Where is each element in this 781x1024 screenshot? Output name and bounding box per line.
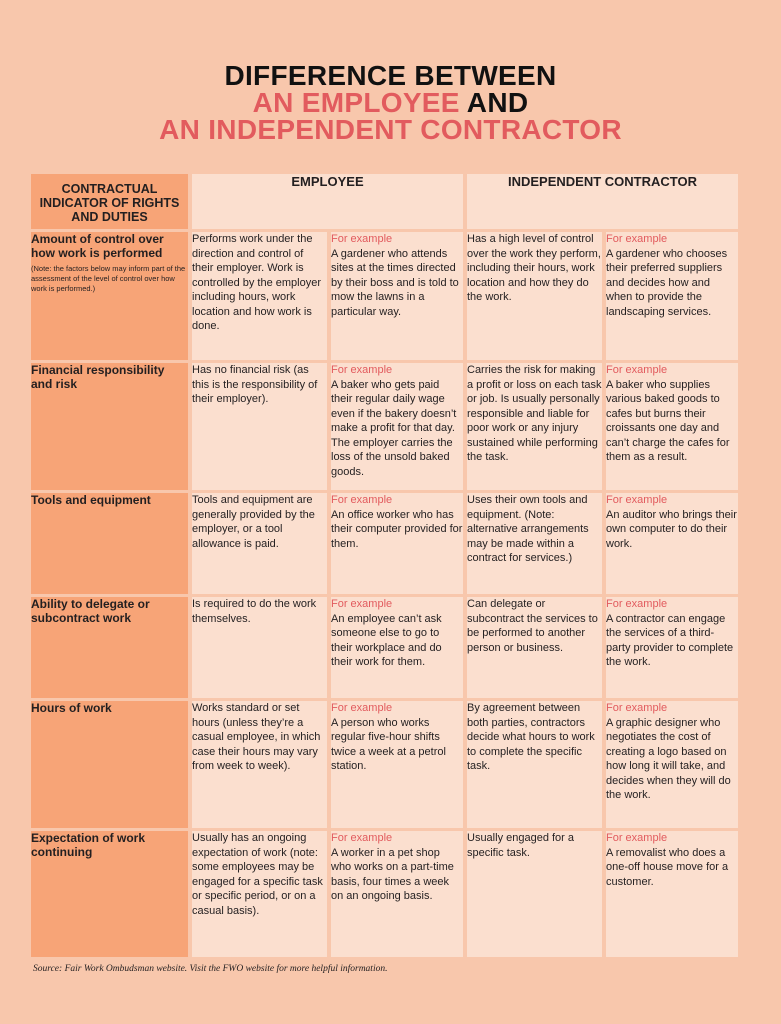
- example-text: A removalist who does a one-off house move for a customer.: [606, 846, 729, 888]
- header-contractor: INDEPENDENT CONTRACTOR: [467, 174, 738, 229]
- employee-cell: Has no financial risk (as this is the responsibility of their employer).: [192, 363, 327, 490]
- contractor-cell: Uses their own tools and equipment. (Note: alternative arrangements may be made within a contract for services.): [467, 493, 602, 594]
- indicator-name: Hours of work: [31, 701, 112, 715]
- example-text: An employee can’t ask someone else to go to their workplace and do their work for them.: [331, 612, 442, 668]
- example-label: For example: [331, 494, 393, 506]
- table-row: [31, 363, 738, 490]
- example-text: A baker who gets paid their regular daily wage even if the bakery doesn’t make a profit for that day. The employer carries the loss of the unsold baked goods.: [331, 378, 457, 478]
- contractor-cell: Can delegate or subcontract the services to be performed to another person or business.: [467, 597, 602, 698]
- contractor-example-cell: [606, 597, 738, 698]
- title-employee: AN EMPLOYEE: [252, 87, 460, 118]
- example-label: For example: [606, 364, 668, 376]
- header-employee: EMPLOYEE: [192, 174, 463, 229]
- title-line-1: DIFFERENCE BETWEEN: [224, 60, 557, 91]
- employee-cell: Works standard or set hours (unless they’re a casual employee, in which case their hours may vary from week to week).: [192, 701, 327, 828]
- contractor-example-cell: [606, 831, 738, 957]
- indicator-cell: [31, 493, 188, 594]
- example-text: A person who works regular five-hour shifts twice a week at a petrol station.: [331, 716, 446, 772]
- employee-example-cell: [331, 701, 463, 828]
- example-label: For example: [606, 832, 668, 844]
- example-text: An auditor who brings their own computer to do their work.: [606, 508, 737, 550]
- example-text: A worker in a pet shop who works on a part-time basis, four times a week on an ongoing basis.: [331, 846, 454, 902]
- example-label: For example: [331, 702, 393, 714]
- contractor-cell: Usually engaged for a specific task.: [467, 831, 602, 957]
- employee-example-cell: [331, 493, 463, 594]
- example-text: A graphic designer who negotiates the cost of creating a logo based on how long it will take, and decides when they will do the work.: [606, 716, 731, 801]
- employee-example-cell: [331, 597, 463, 698]
- example-label: For example: [331, 598, 393, 610]
- contractor-cell: Has a high level of control over the work they perform, including their hours, work location and how they do the work.: [467, 232, 602, 360]
- employee-example-cell: [331, 232, 463, 360]
- example-text: A gardener who attends sites at the times directed by their boss and is told to mow the lawns in a particular way.: [331, 247, 459, 318]
- title-line-3: AN INDEPENDENT CONTRACTOR: [159, 114, 622, 145]
- indicator-cell: [31, 831, 188, 957]
- contractor-example-cell: [606, 363, 738, 490]
- indicator-cell: [31, 597, 188, 698]
- example-text: A contractor can engage the services of a third-party provider to complete the work.: [606, 612, 734, 668]
- indicator-name: Amount of control over how work is performed: [31, 232, 164, 260]
- header-row: [31, 174, 738, 229]
- contractor-cell: Carries the risk for making a profit or loss on each task or job. Is usually personally responsible and liable for poor work or any injury sustained while performing the task.: [467, 363, 602, 490]
- table-row: [31, 232, 738, 360]
- table-row: [31, 597, 738, 698]
- employee-cell: Performs work under the direction and control of their employer. Work is controlled by the employer including hours, work location and how work is done.: [192, 232, 327, 360]
- example-label: For example: [606, 598, 668, 610]
- table-row: [31, 493, 738, 594]
- indicator-cell: [31, 232, 188, 360]
- example-text: An office worker who has their computer provided for them.: [331, 508, 463, 550]
- page-title: [0, 62, 781, 143]
- comparison-table: [27, 171, 742, 960]
- indicator-name: Financial responsibility and risk: [31, 363, 165, 391]
- example-label: For example: [606, 233, 668, 245]
- employee-cell: Tools and equipment are generally provided by the employer, or a tool allowance is paid.: [192, 493, 327, 594]
- example-label: For example: [331, 233, 393, 245]
- example-label: For example: [331, 832, 393, 844]
- employee-cell: Usually has an ongoing expectation of work (note: some employees may be engaged for a specific task or specific period, or on a casual basis).: [192, 831, 327, 957]
- title-line-2: [0, 89, 781, 116]
- example-label: For example: [606, 494, 668, 506]
- source-note: Source: Fair Work Ombudsman website. Visit the FWO website for more helpful information.: [33, 964, 388, 974]
- header-indicator: CONTRACTUAL INDICATOR OF RIGHTS AND DUTIES: [31, 174, 188, 229]
- employee-example-cell: [331, 831, 463, 957]
- contractor-cell: By agreement between both parties, contractors decide what hours to work to complete the specific task.: [467, 701, 602, 828]
- title-and: AND: [466, 87, 529, 118]
- contractor-example-cell: [606, 701, 738, 828]
- example-label: For example: [606, 702, 668, 714]
- example-text: A gardener who chooses their preferred suppliers and decides how and when to provide the landscaping services.: [606, 247, 728, 318]
- table-row: [31, 831, 738, 957]
- contractor-example-cell: [606, 493, 738, 594]
- contractor-example-cell: [606, 232, 738, 360]
- example-text: A baker who supplies various baked goods to cafes but burns their croissants one day and can’t charge the cafes for them as a result.: [606, 378, 730, 463]
- indicator-name: Expectation of work continuing: [31, 831, 146, 859]
- table-row: [31, 701, 738, 828]
- indicator-note: (Note: the factors below may inform part of the assessment of the level of control over how work is performed.): [31, 264, 186, 293]
- indicator-name: Ability to delegate or subcontract work: [31, 597, 150, 625]
- example-label: For example: [331, 364, 393, 376]
- indicator-cell: [31, 363, 188, 490]
- employee-cell: Is required to do the work themselves.: [192, 597, 327, 698]
- indicator-name: Tools and equipment: [31, 493, 151, 507]
- indicator-cell: [31, 701, 188, 828]
- employee-example-cell: [331, 363, 463, 490]
